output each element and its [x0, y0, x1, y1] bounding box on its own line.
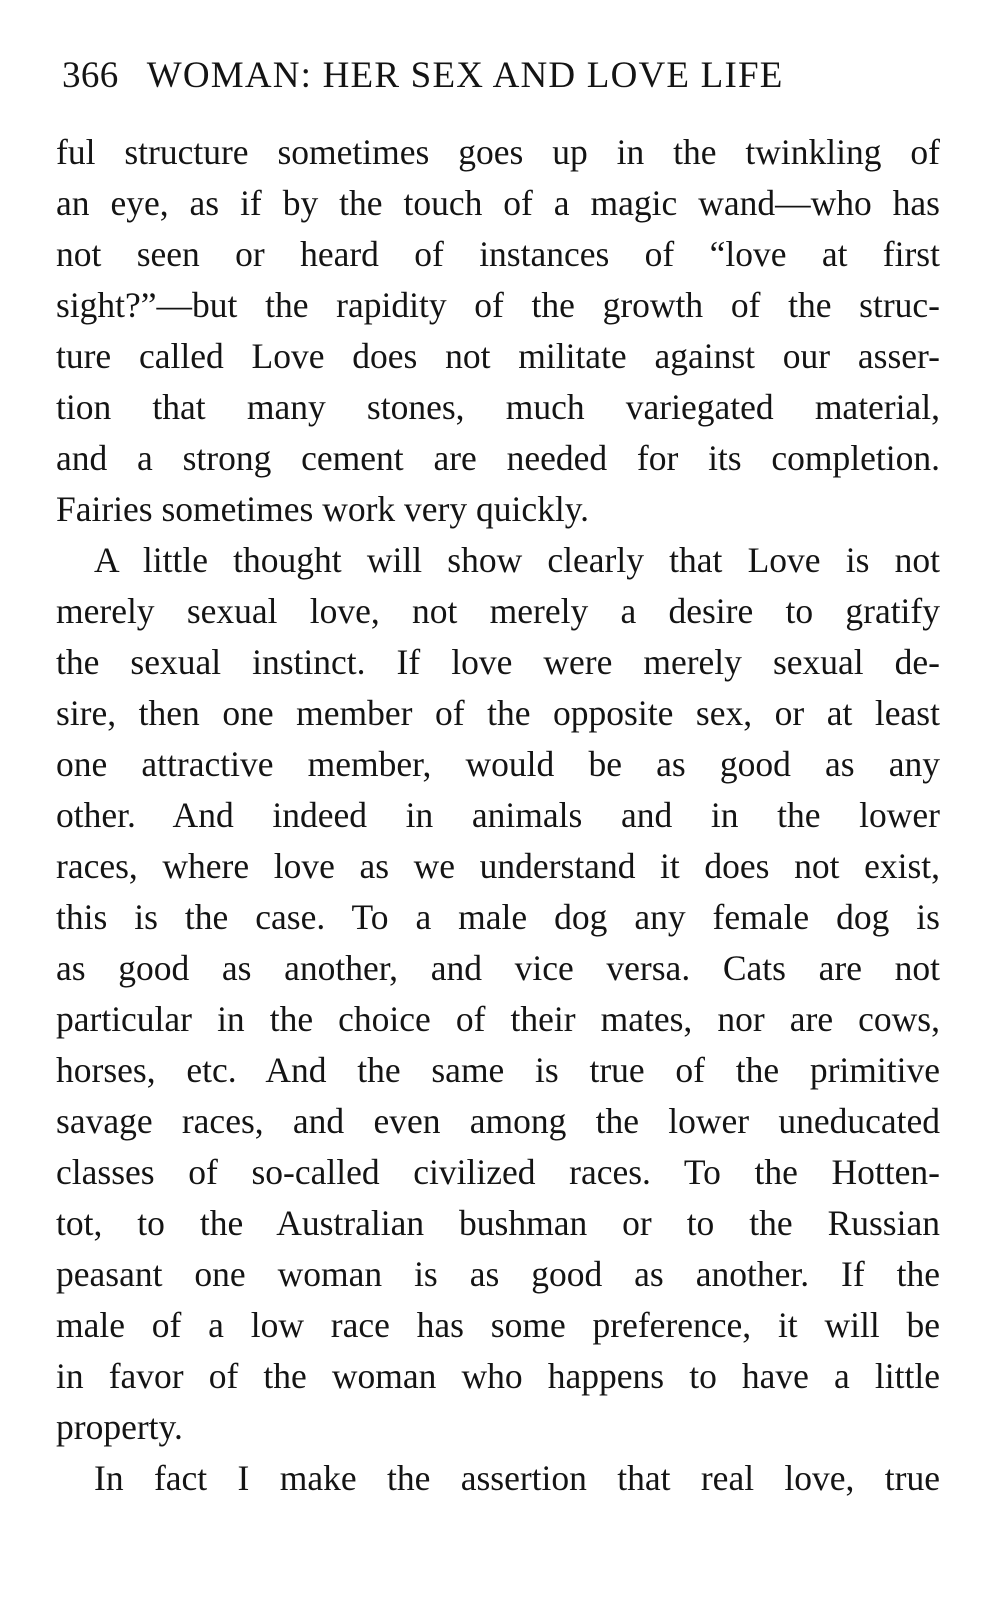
text-line: particular in the choice of their mates, nor are cows,: [56, 999, 940, 1039]
text-line: as good as another, and vice versa. Cats are not: [56, 948, 940, 988]
text-line: other. And indeed in animals and in the lower: [56, 795, 940, 835]
text-line: Fairies sometimes work very quickly.: [56, 489, 590, 529]
paragraph-1: [56, 127, 940, 535]
text-line: ful structure sometimes goes up in the twinkling of: [56, 132, 940, 172]
text-line: classes of so-called civilized races. To the Hotten-: [56, 1152, 940, 1192]
text-line: male of a low race has some preference, it will be: [56, 1305, 940, 1345]
paragraph-2: [56, 535, 940, 1453]
text-line: property.: [56, 1407, 183, 1447]
text-line: tion that many stones, much variegated material,: [56, 387, 940, 427]
text-line: not seen or heard of instances of “love at first: [56, 234, 940, 274]
text-line: ture called Love does not militate against our asser-: [56, 336, 940, 376]
book-title: WOMAN: HER SEX AND LOVE LIFE: [146, 55, 784, 96]
text-line: In fact I make the assertion that real love, true: [94, 1458, 940, 1498]
text-line: this is the case. To a male dog any female dog is: [56, 897, 940, 937]
text-line: tot, to the Australian bushman or to the Russian: [56, 1203, 940, 1243]
body-text: [56, 127, 940, 1504]
paragraph-3: [56, 1453, 940, 1504]
text-line: races, where love as we understand it does not exist,: [56, 846, 940, 886]
text-line: and a strong cement are needed for its completion.: [56, 438, 940, 478]
text-line: savage races, and even among the lower uneducated: [56, 1101, 940, 1141]
text-line: the sexual instinct. If love were merely sexual de-: [56, 642, 940, 682]
text-line: A little thought will show clearly that Love is not: [94, 540, 940, 580]
text-line: sight?”—but the rapidity of the growth of the struc-: [56, 285, 940, 325]
text-line: an eye, as if by the touch of a magic wand—who has: [56, 183, 940, 223]
running-head: [62, 50, 942, 102]
page-number: 366: [62, 55, 119, 96]
text-line: merely sexual love, not merely a desire to gratify: [56, 591, 940, 631]
text-line: one attractive member, would be as good as any: [56, 744, 940, 784]
text-line: horses, etc. And the same is true of the primitive: [56, 1050, 940, 1090]
text-line: peasant one woman is as good as another. If the: [56, 1254, 940, 1294]
text-line: in favor of the woman who happens to have a little: [56, 1356, 940, 1396]
text-line: sire, then one member of the opposite sex, or at least: [56, 693, 940, 733]
